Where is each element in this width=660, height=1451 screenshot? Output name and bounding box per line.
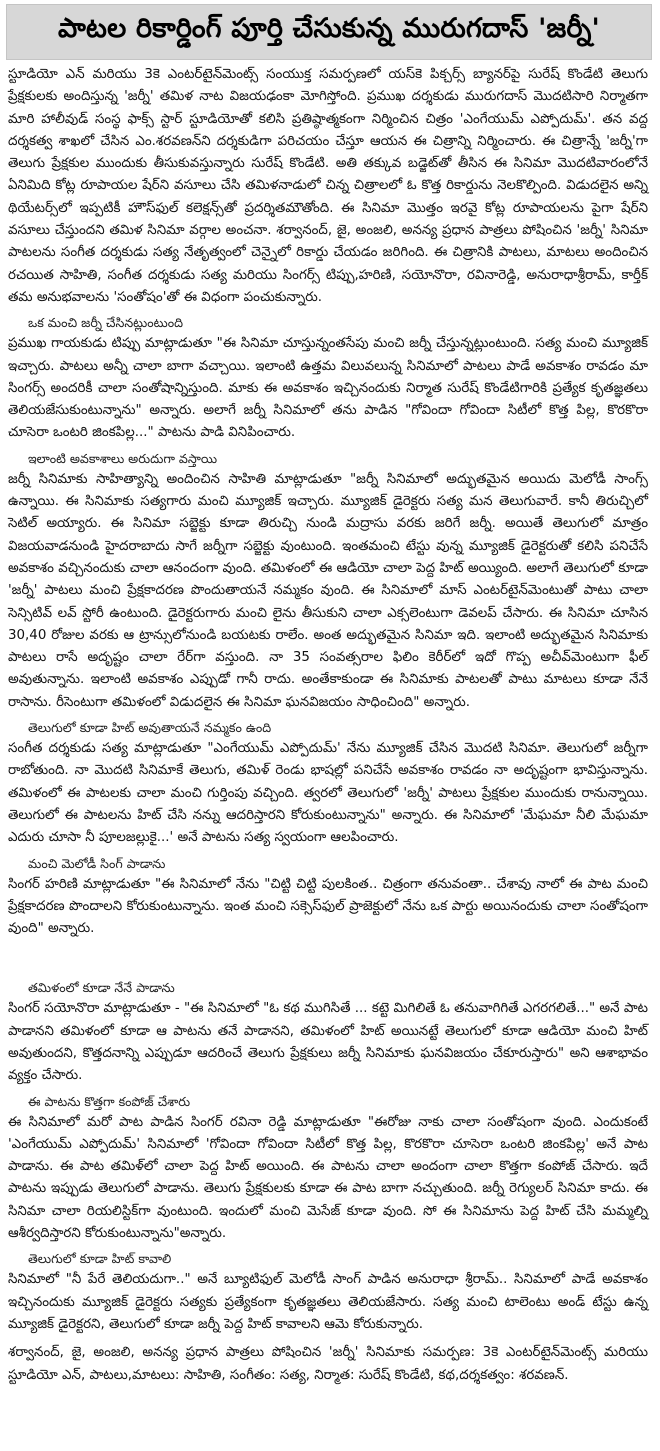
section-paragraph: సంగీత దర్శకుడు సత్య మాట్లాడుతూ "ఎంగేయుమ్ ఎప్పోదుమ్' నేను మ్యూజిక్ చేసిన మొదటి సినిమా. తెలుగులో జర్నీగా రాబోతుంది. నా మొదటి సినిమాకే తెలుగు, తమిళ్ రెండు భాషల్లో పనిచేసే అవకాశం రావడం నా అదృష్టంగా భావిస్తున్నాను. తమిళంలో ఈ పాటలకు చాలా మంచి గుర్తింపు వచ్చింది. త్వరలో తెలుగులో 'జర్నీ' పాటలు ప్రేక్షకుల ముందుకు రానున్నాయి. తెలుగులో ఈ పాటలను హిట్ చేసి నన్ను ఆదరిస్తారని కోరుకుంటున్నాను" అన్నారు. ఈ సినిమాలో 'మేఘమా నీలి మేఘమా ఎదురు చూసా నీ పూలజల్లుకై...' అనే పాటను సత్య స్వయంగా ఆలపించారు.	[8, 741, 648, 846]
section-paragraph: సింగర్ సయోనొరా మాట్లాడుతూ - "ఈ సినిమాలో "ఓ కథ ముగిసితే ... కట్టె మిగిలితే ఓ తనువాగిగితే ఎగరగలితే..." అనే పాట పాడానని తమిళంలో కూడా ఆ పాటను తనే పాడానని, తమిళంలో హిట్ అయినట్టే తెలుగులో కూడా ఆడియో మంచి హిట్ అవుతుందని, కొత్తదనాన్ని ఎప్పుడూ ఆదరించే తెలుగు ప్రేక్షకులు జర్నీ సినిమాకు ఘనవిజయం చేకూరుస్తారు" అని ఆశాభావం వ్యక్తం చేసారు.	[8, 1001, 648, 1084]
section-paragraph: ప్రముఖ గాయకుడు టిప్పు మాట్లాడుతూ "ఈ సినిమా చూస్తున్నంతసేపు మంచి జర్నీ చేస్తున్నట్లుంటుంది. సత్య మంచి మ్యూజిక్ ఇచ్చారు. పాటలు అన్నీ చాలా బాగా వచ్చాయి. ఇలాంటి ఉత్తమ విలువలున్న సినిమాలో పాటలు పాడే అవకాశం రావడం మా సింగర్స్ అందరికీ చాలా సంతోషాన్నిస్తుంది. మాకు ఈ అవకాశం ఇచ్చినందుకు నిర్మాత సురేష్ కొండేటిగారికి ప్రత్యేక కృతజ్ఞతలు తెలియజేసుకుంటున్నాను" అన్నారు. అలాగే జర్నీ సినిమాలో తను పాడిన "గోవిందా గోవిందా సిటీలో కొత్త పిల్ల, కొరకొరా చూసెరా ఒంటరి జింకపిల్ల..." పాటను పాడి వినిపించారు.	[8, 336, 648, 441]
section-paragraph: జర్నీ సినిమాకు సాహిత్యాన్ని అందించిన సాహితి మాట్లాడుతూ "జర్నీ సినిమాలో అద్భుతమైన అయిదు మెలోడీ సాంగ్స్ ఉన్నాయి. ఈ సినిమాకు సత్యగారు మంచి మ్యూజిక్ ఇచ్చారు. మ్యూజిక్ డైరెక్టరు సత్య మన తెలుగువారే. కానీ తిరుచ్చిలో సెటిల్ అయ్యారు. ఈ సినిమా సబ్జెక్టు కూడా తిరుచ్చి నుండి మద్రాసు వరకు జరిగే జర్నీ. అయితే తెలుగులో మాత్రం విజయవాడనుండి హైదరాబాదు సాగే జర్నీగా సబ్జెక్టు వుంటుంది. ఇంతమంచి టేస్టు వున్న మ్యూజిక్ డైరెక్టరుతో కలిసి పనిచేసే అవకాశం వచ్చినందుకు చాలా ఆనందంగా వుంది. తమిళంలో ఈ ఆడియో చాలా పెద్ద హిట్ అయ్యింది. అలాగే తెలుగులో కూడా 'జర్నీ' పాటలు మంచి ప్రేక్షకాదరణ పొందుతాయనే నమ్మకం వుంది. ఈ సినిమాలో మాస్ ఎంటర్‌టైన్‌మెంటుతో పాటు చాలా సెన్సిటివ్ లవ్ స్టోరీ ఉంటుంది. డైరెక్టరుగారు మంచి లైను తీసుకుని చాలా ఎక్సలెంటుగా డెవలప్ చేసారు. ఈ సినిమా చూసిన 30,40 రోజుల వరకు ఆ ట్రాన్సులోనుండి బయటకు రాలేం. అంత అద్భుతమైన సినిమా ఇది. ఇలాంటి అద్భుతమైన సినిమాకు పాటలు రాసే అదృష్టం చాలా రేర్‌గా వస్తుంది. నా 35 సంవత్సరాల ఫిలిం కెరీర్‌లో ఇదో గొప్ప అచీవ్‌మెంటుగా ఫీల్ అవుతున్నాను. ఇలాంటి అవకాశం ఎప్పుడో గానీ రాదు. అంతేకాకుండా ఈ సినిమాకు పాటలతో పాటు మాటలు కూడా నేనే రాసాను. రీసెంటుగా తమిళంలో విడుదలైన ఈ సినిమా ఘనవిజయం సాధించింది" అన్నారు.	[8, 471, 648, 710]
section-subhead: తమిళంలో కూడా నేనే పాడాను	[28, 980, 175, 996]
section-subhead: మంచి మెలోడీ సింగ్ పాడాను	[28, 855, 166, 871]
section-subhead: తెలుగులో కూడా హిట్ కావాలి	[28, 1251, 172, 1267]
section-subhead: ఒక మంచి జర్నీ చేసినట్లుంటుంది	[28, 315, 183, 331]
article-body	[8, 64, 648, 1387]
section-paragraph: ఈ సినిమాలో మరో పాట పాడిన సింగర్ రవినా రెడ్డి మాట్లాడుతూ "ఈరోజు నాకు చాలా సంతోషంగా వుంది. ఎందుకంటే 'ఎంగేయుమ్ ఎప్పోదుమ్' సినిమాలో 'గోవిందా గోవిందా సిటీలో కొత్త పిల్ల, కొరకొరా చూసెరా ఒంటరి జింకపిల్ల' అనే పాట పాడాను. ఈ పాట తమిళ్‌లో చాలా పెద్ద హిట్ అయింది. ఈ పాటను చాలా అందంగా చాలా కొత్తగా కంపోజ్ చేసారు. ఇదే పాటను ఇప్పుడు తెలుగులో పాడాను. తెలుగు ప్రేక్షకులకు కూడా ఈ పాట బాగా నచ్చుతుంది. జర్నీ రెగ్యులర్ సినిమా కాదు. ఈ సినిమా చాలా రియలిస్టిక్‌గా వుంటుంది. ఇందులో మంచి మెసేజ్ కూడా వుంది. సో ఈ సినిమాను పెద్ద హిట్ చేసి మమ్మల్ని ఆశీర్వదిస్తారని కోరుకుంటున్నాను"అన్నారు.	[8, 1114, 648, 1242]
article-headline: పాటల రికార్డింగ్ పూర్తి చేసుకున్న మురుగదాస్ 'జర్నీ'	[6, 4, 652, 60]
section-paragraph: సినిమాలో "నీ పేరే తెలియదుగా.." అనే బ్యూటిఫుల్ మెలోడీ సాంగ్ పాడిన అనురాధా శ్రీరామ్.. సినిమాలో పాడే అవకాశం ఇచ్చినందుకు మ్యూజిక్ డైరెక్టరు సత్యకు ప్రత్యేకంగా కృతజ్ఞతలు తెలియజేసారు. సత్య మంచి టాలెంటు అండ్ టేస్టు ఉన్న మ్యూజిక్ డైరెక్టరని, తెలుగులో కూడా జర్నీ పెద్ద హిట్ కావాలని ఆమె కోరుకున్నారు.	[8, 1272, 648, 1332]
section-subhead: ఈ పాటను కొత్తగా కంపోజ్ చేశారు	[28, 1093, 191, 1109]
section-subhead: ఇలాంటి అవకాశాలు అరుదుగా వస్తాయి	[28, 450, 218, 466]
section-paragraph: సింగర్ హరిణి మాట్లాడుతూ "ఈ సినిమాలో నేను "చిట్టి చిట్టి పులకింత.. చిత్రంగా తనువంతా.. చేశావు నాలో ఈ పాట మంచి ప్రేక్షకాదరణ పొందాలని కోరుకుంటున్నాను. ఇంత మంచి సక్సెస్‌ఫుల్ ప్రాజెక్టులో నేను ఒక పార్టు అయినందుకు చాలా సంతోషంగా వుంది" అన్నారు.	[8, 876, 648, 937]
section-subhead: తెలుగులో కూడా హిట్ అవుతాయనే నమ్మకం ఉంది	[28, 720, 272, 736]
blank-gap	[8, 940, 648, 974]
intro-paragraph: స్టూడియో ఎన్ మరియు 3కె ఎంటర్‌టైన్‌మెంట్స్ సంయుక్త సమర్పణలో యస్‌కె పిక్చర్స్ బ్యానర్‌పై సురేష్ కొండేటి తెలుగు ప్రేక్షకులకు అందిస్తున్న 'జర్నీ' తమిళ నాట విజయఢంకా మోగిస్తోంది. ప్రముఖ దర్శకుడు మురుగదాస్ మొదటిసారి నిర్మాతగా మారి హాలీవుడ్ సంస్థ ఫాక్స్ స్టార్ స్టూడియోతో కలిసి ప్రతిష్ఠాత్మకంగా నిర్మించిన చిత్రం 'ఎంగేయుమ్ ఎప్పోదుమ్'. తన వద్ద దర్శకత్వ శాఖలో చేసిన ఎం.శరవణన్‌ని దర్శకుడిగా పరిచయం చేస్తూ ఆయన ఈ చిత్రాన్ని నిర్మించారు. ఈ చిత్రాన్నే 'జర్నీ'గా తెలుగు ప్రేక్షకుల ముందుకు తీసుకువస్తున్నారు సురేష్ కొండేటి. అతి తక్కువ బడ్జెట్‌తో తీసిన ఈ సినిమా మొదటివారంలోనే ఏనిమిది కోట్ల రూపాయల షేర్‌ని వసూలు చేసి తమిళనాడులో చిన్న చిత్రాలలో ఓ కొత్త రికార్డును నెలకొల్పింది. విడుదలైన అన్ని థియేటర్స్‌లో ఇప్పటికీ హౌస్‌ఫుల్ కలెక్షన్స్‌తో ప్రదర్శితమౌతోంది. ఈ సినిమా మొత్తం ఇరవై కోట్ల రూపాయలను పైగా షేర్‌ని వసూలు చేస్తుందని తమిళ సినిమా వర్గాల అంచనా. శర్వానంద్, జై, అంజలి, అనన్య ప్రధాన పాత్రలు పోషించిన 'జర్నీ' సినిమా పాటలను సంగీత దర్శకుడు సత్య నేతృత్వంలో చెన్నైలో రికార్డు చేయడం జరిగింది. ఈ చిత్రానికి పాటలు, మాటలు అందించిన రచయిత సాహితి, సంగీత దర్శకుడు సత్య మరియు సింగర్స్ టిప్పు,హరిణి, సయోనొరా, రవినారెడ్డి, అనురాధాశ్రీరామ్, కార్తీక్ తమ అనుభవాలను 'సంతోషం'తో ఈ విధంగా పంచుకున్నారు.	[8, 67, 648, 305]
credits-paragraph: శర్వానంద్, జై, అంజలి, అనన్య ప్రధాన పాత్రలు పోషించిన 'జర్నీ' సినిమాకు సమర్పణ: 3కె ఎంటర్‌టైన్‌మెంట్స్ మరియు స్టూడియో ఎన్, పాటలు,మాటలు: సాహితి, సంగీతం: సత్య, నిర్మాత: సురేష్ కొండేటి, కథ,దర్శకత్వం: శరవణన్.	[8, 1345, 648, 1383]
